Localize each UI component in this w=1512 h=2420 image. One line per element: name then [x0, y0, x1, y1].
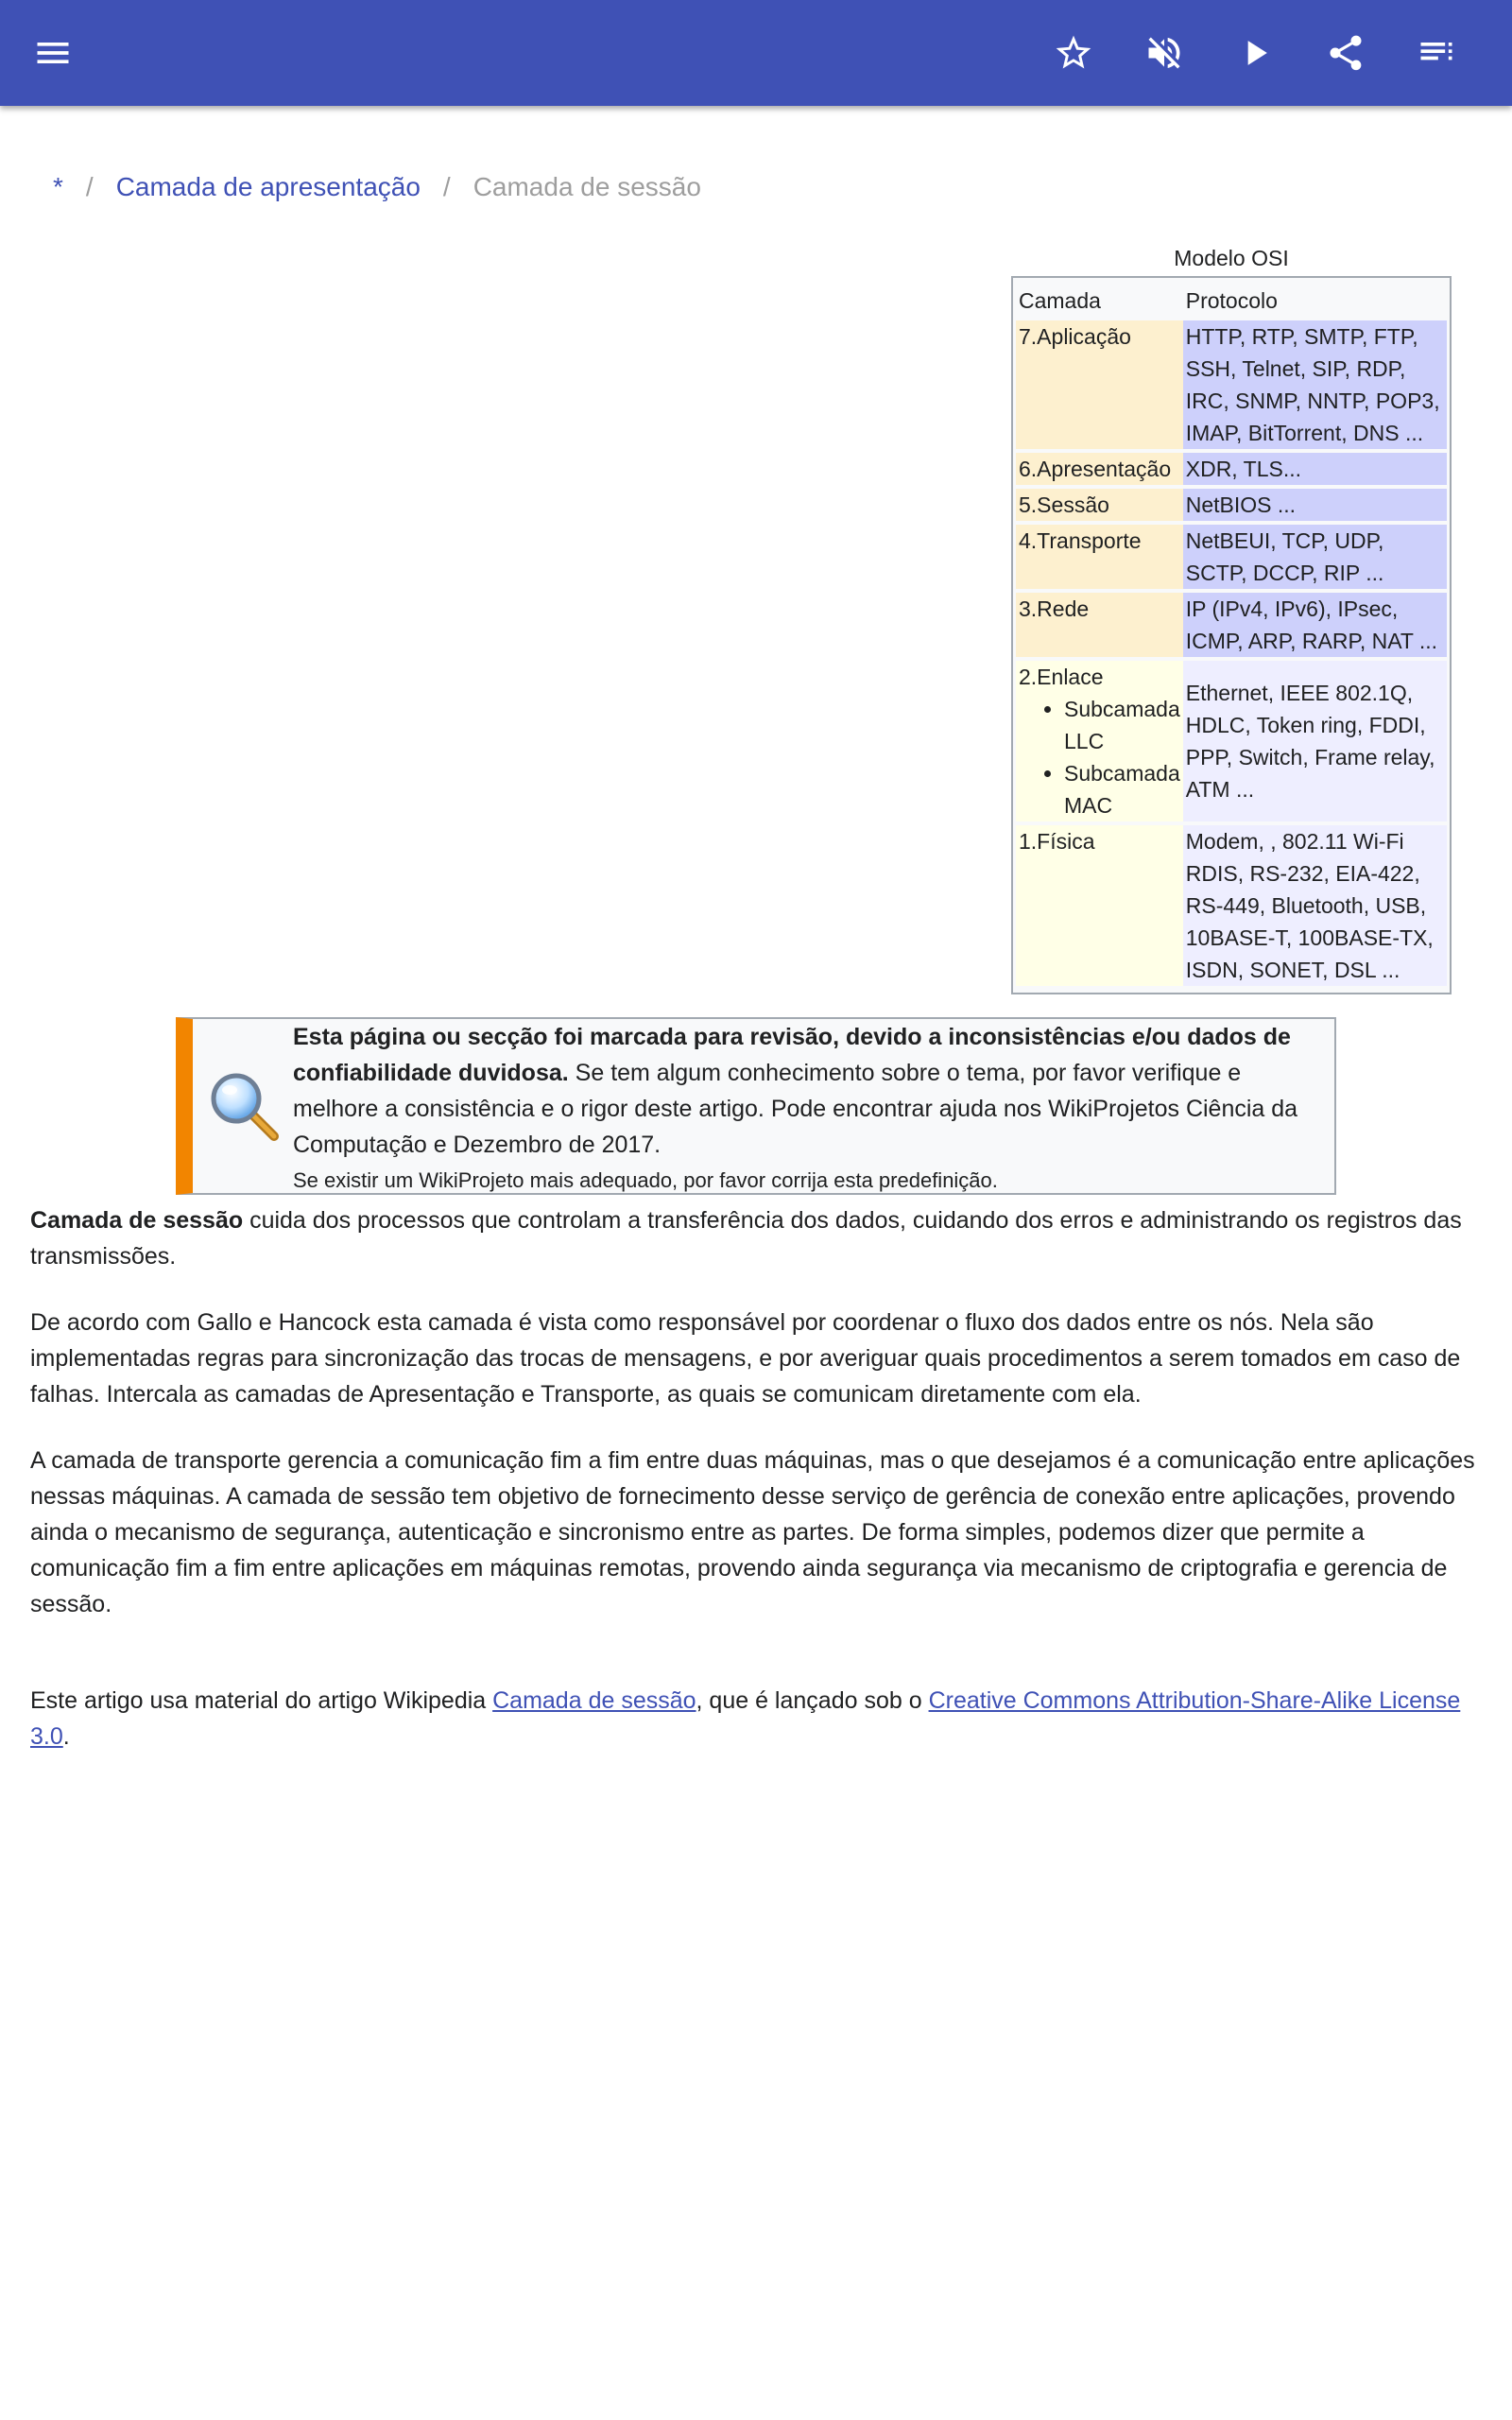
protocol-cell[interactable]: IP (IPv4, IPv6), IPsec, ICMP, ARP, RARP, NAT ...: [1183, 593, 1447, 657]
layer-cell[interactable]: 3.Rede: [1016, 593, 1183, 657]
notice-text: [293, 1019, 1317, 1195]
osi-table: [1016, 281, 1447, 990]
review-notice: [176, 1017, 1336, 1195]
license-text: , que é lançado sob o: [696, 1687, 929, 1714]
paragraph: A camada de transporte gerencia a comunicação fim a fim entre duas máquinas, mas o que desejamos é a comunicação entre aplicações nessas máquinas. A camada de sessão tem objetivo de fornecimento desse serviço de gerência de conexão entre aplicações, provendo ainda o mecanismo de segurança, autenticação e sincronismo entre as partes. De forma simples, podemos dizer que permite a comunicação fim a fim entre aplicações em máquinas remotas, provendo ainda segurança via mecanismo de criptografia e gerencia de sessão.: [30, 1447, 1475, 1617]
mute-button[interactable]: [1126, 15, 1202, 91]
table-row: [1016, 453, 1447, 485]
license-text: Este artigo usa material do artigo Wikipedia: [30, 1687, 493, 1714]
layer-name[interactable]: 2.Enlace: [1019, 665, 1104, 689]
breadcrumb-current: Camada de sessão: [472, 172, 701, 201]
source-article-link[interactable]: Camada de sessão: [492, 1687, 696, 1714]
breadcrumb-home-link[interactable]: *: [53, 172, 63, 201]
breadcrumb-parent-link[interactable]: Camada de apresentação: [115, 172, 421, 201]
magnifier-icon: [206, 1068, 282, 1144]
layer-cell[interactable]: 1.Física: [1016, 825, 1183, 986]
article-body: [30, 1202, 1486, 1785]
sublayer-list: [1019, 693, 1180, 821]
table-header-row: [1016, 285, 1447, 317]
playlist-icon: [1416, 32, 1457, 74]
table-row: [1016, 661, 1447, 821]
paragraph: [30, 1202, 1486, 1274]
article-term: Camada de sessão: [30, 1207, 244, 1234]
layer-cell[interactable]: [1016, 661, 1183, 821]
breadcrumb: [53, 168, 701, 206]
notice-small-text: Se existir um WikiProjeto mais adequado, por favor corrija esta predefinição.: [293, 1168, 998, 1192]
volume-off-icon: [1143, 32, 1185, 74]
table-row: [1016, 525, 1447, 589]
license-link[interactable]: Creative Commons Attribution-Share-Alike License 3.0: [30, 1687, 1461, 1750]
protocol-cell[interactable]: Ethernet, IEEE 802.1Q, HDLC, Token ring, FDDI, PPP, Switch, Frame relay, ATM ...: [1183, 661, 1447, 821]
layer-cell[interactable]: 7.Aplicação: [1016, 320, 1183, 449]
paragraph-text: cuida dos processos que controlam a transferência dos dados, cuidando dos erros e administrando os registros das transmissões.: [30, 1207, 1462, 1270]
table-row: [1016, 825, 1447, 986]
bookmark-button[interactable]: [1036, 15, 1111, 91]
layer-cell[interactable]: 4.Transporte: [1016, 525, 1183, 589]
breadcrumb-separator: /: [442, 172, 451, 201]
play-button[interactable]: [1217, 15, 1293, 91]
play-icon: [1234, 32, 1276, 74]
list-item[interactable]: • Subcamada LLC: [1064, 693, 1180, 757]
table-row: [1016, 489, 1447, 521]
header-layer: Camada: [1019, 288, 1101, 313]
notice-body-text: Se tem algum conhecimento sobre o tema, por favor verifique e melhore a consistência e o rigor deste artigo. Pode encontrar ajuda nos WikiProjetos Ciência da Computação e Dezembro de 2017.: [293, 1060, 1298, 1158]
table-row: [1016, 593, 1447, 657]
notice-bold-text: Esta página ou secção foi marcada para revisão, devido a inconsistências e/ou dados de confiabilidade duvidosa.: [293, 1024, 1291, 1086]
star-outline-icon: [1053, 32, 1094, 74]
playlist-button[interactable]: [1399, 15, 1474, 91]
app-bar: [0, 0, 1512, 106]
protocol-cell[interactable]: XDR, TLS...: [1183, 453, 1447, 485]
menu-icon: [32, 32, 74, 74]
layer-cell[interactable]: 6.Apresentação: [1016, 453, 1183, 485]
protocol-cell[interactable]: HTTP, RTP, SMTP, FTP, SSH, Telnet, SIP, RDP, IRC, SNMP, NNTP, POP3, IMAP, BitTorrent, DNS ...: [1183, 320, 1447, 449]
protocol-cell[interactable]: NetBIOS ...: [1183, 489, 1447, 521]
protocol-cell[interactable]: NetBEUI, TCP, UDP, SCTP, DCCP, RIP ...: [1183, 525, 1447, 589]
paragraph: De acordo com Gallo e Hancock esta camada é vista como responsável por coordenar o fluxo dos dados entre os nós. Nela são implementadas regras para sincronização das trocas de mensagens, e por averiguar quais procedimentos a serem tomados em caso de falhas. Intercala as camadas de Apresentação e Transporte, as quais se comunicam diretamente com ela.: [30, 1309, 1461, 1408]
osi-model-infobox: [1011, 276, 1452, 994]
share-button[interactable]: [1308, 15, 1383, 91]
share-icon: [1325, 32, 1366, 74]
list-item[interactable]: • Subcamada MAC: [1064, 757, 1180, 821]
layer-cell[interactable]: 5.Sessão: [1016, 489, 1183, 521]
license-text: .: [62, 1723, 70, 1750]
license-paragraph: [30, 1683, 1486, 1754]
protocol-cell[interactable]: Modem, , 802.11 Wi-Fi RDIS, RS-232, EIA-422, RS-449, Bluetooth, USB, 10BASE-T, 100BASE-TX, ISDN, SONET, DSL ...: [1183, 825, 1447, 986]
header-protocol: Protocolo: [1185, 288, 1278, 313]
table-row: [1016, 320, 1447, 449]
menu-button[interactable]: [15, 15, 91, 91]
breadcrumb-separator: /: [85, 172, 94, 201]
infobox-caption: Modelo OSI: [1174, 246, 1289, 270]
